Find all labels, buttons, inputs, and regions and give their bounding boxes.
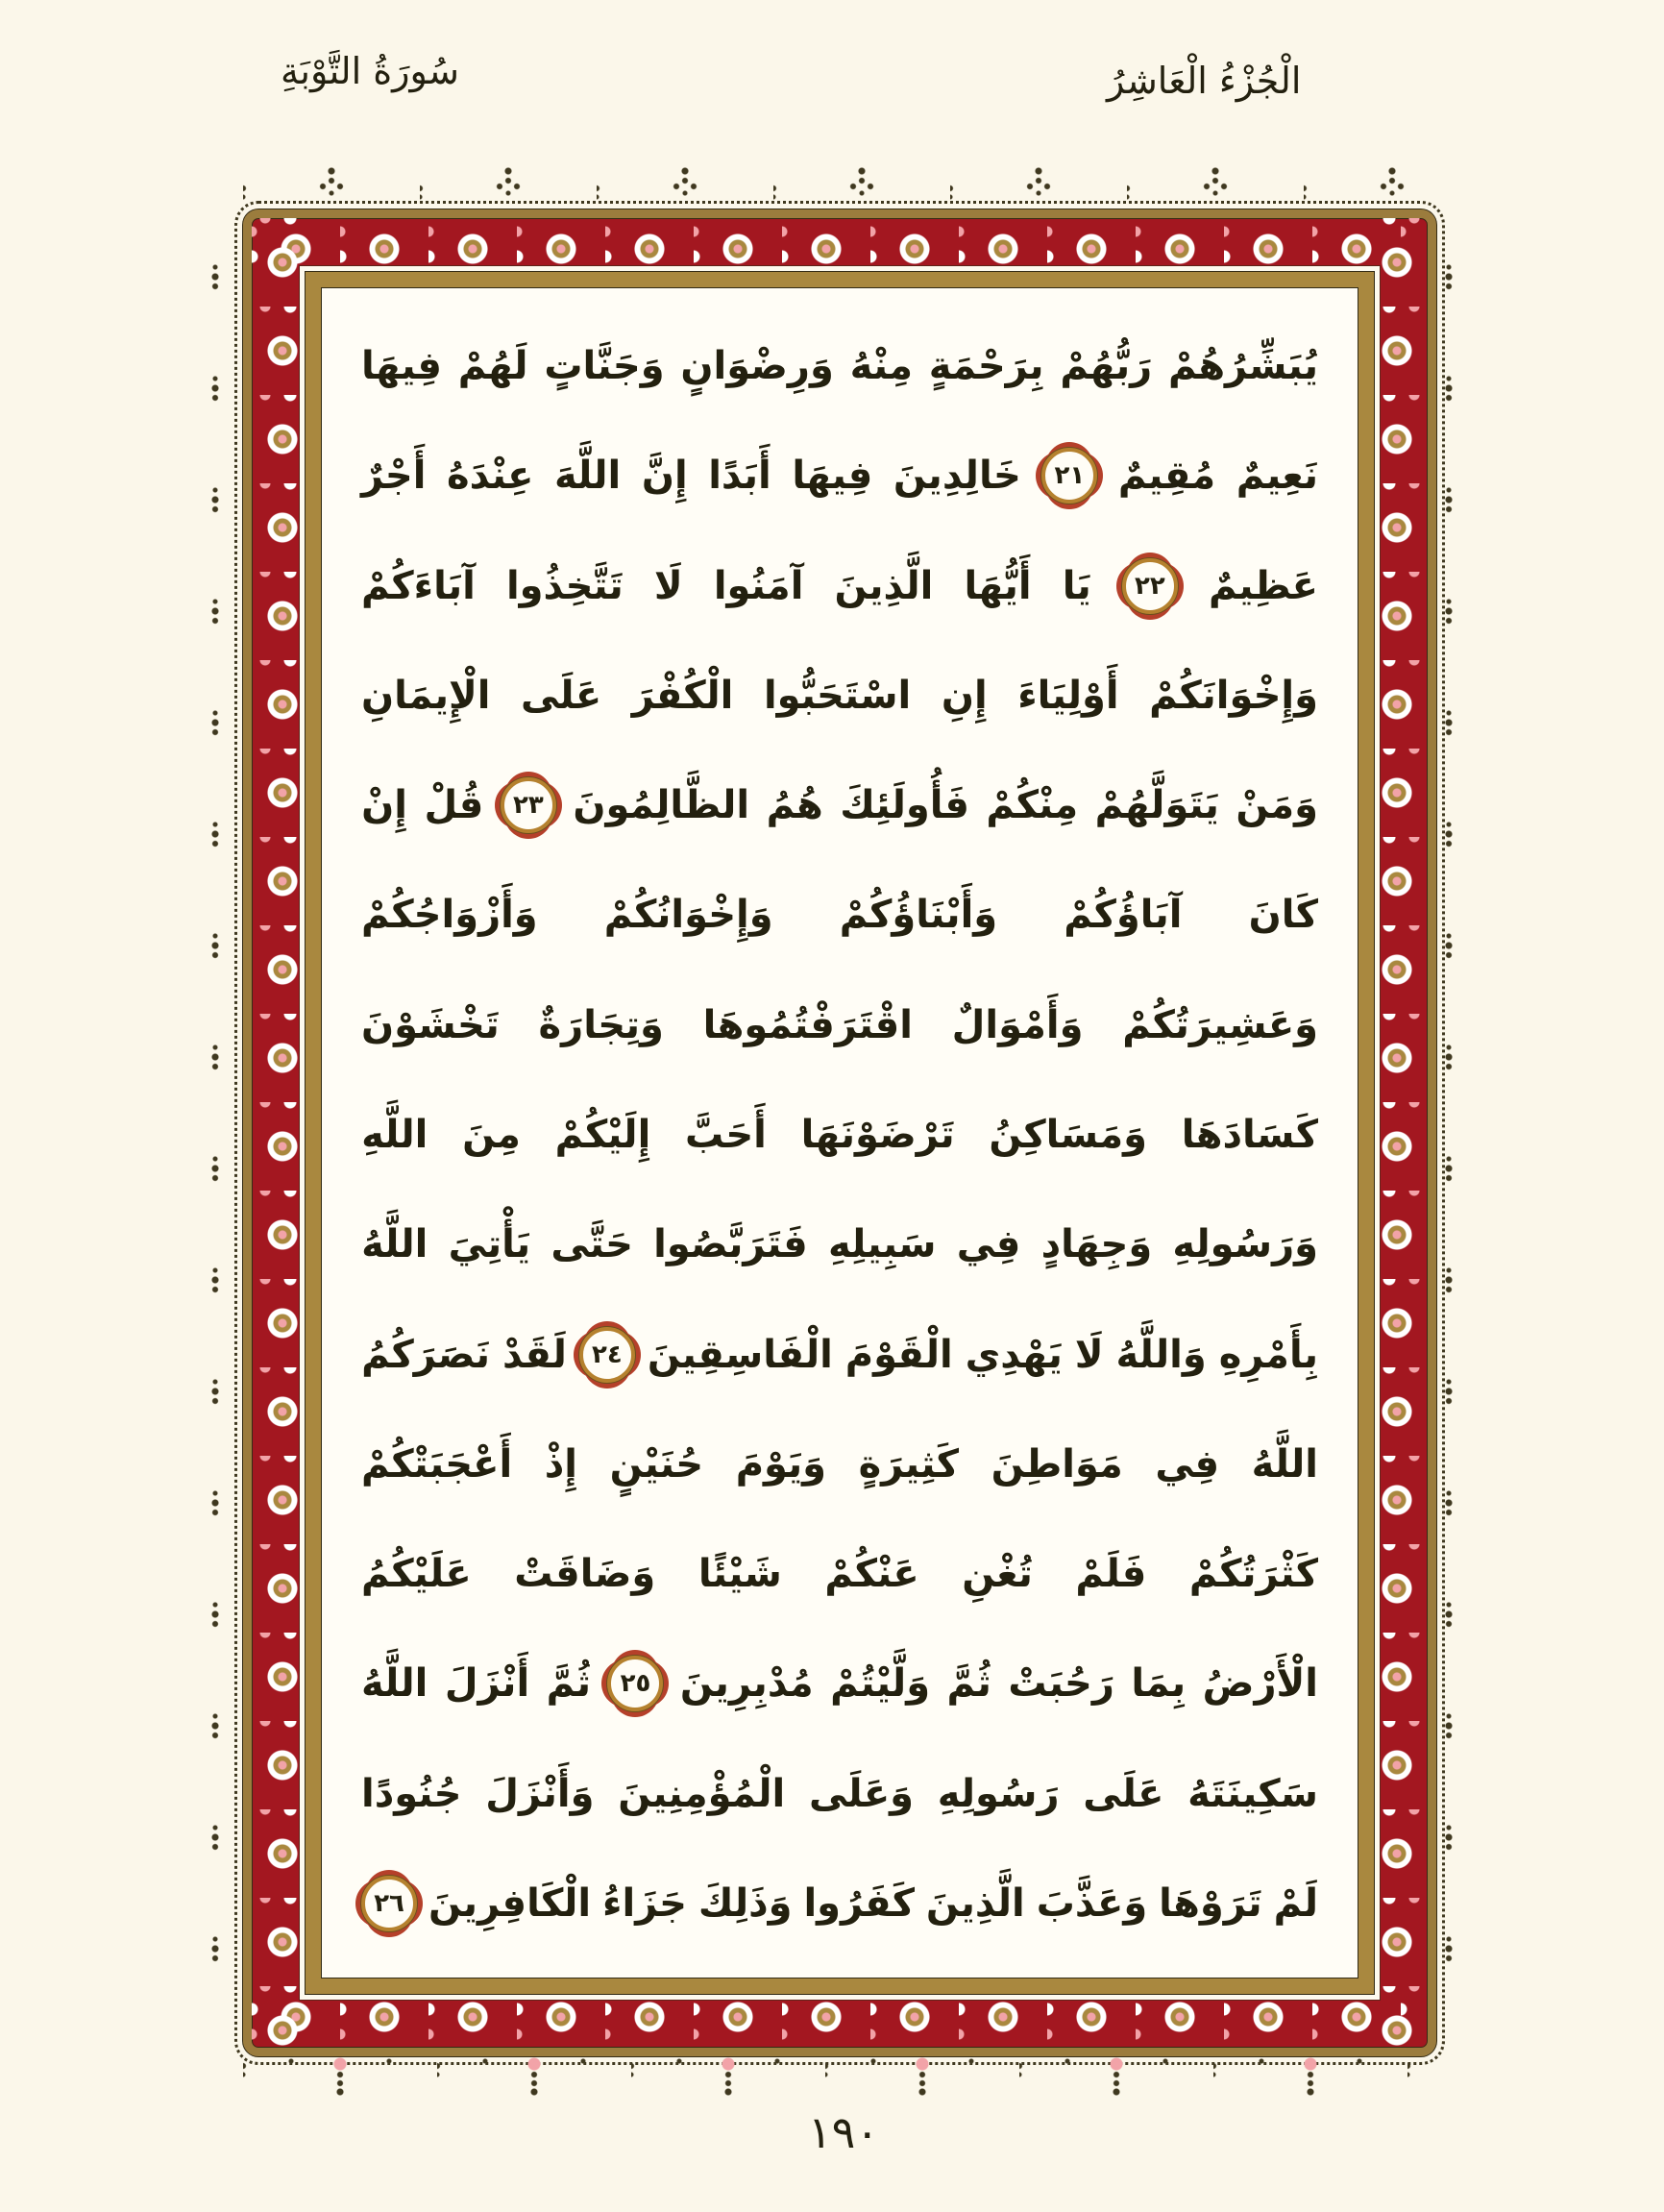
juz-title: الْجُزْءُ الْعَاشِرُ bbox=[1107, 60, 1302, 102]
quran-word: الْأَرْضُ bbox=[1202, 1661, 1318, 1707]
quran-word: الْمُؤْمِنِينَ bbox=[618, 1771, 786, 1816]
quran-word: آمَنُوا bbox=[713, 563, 804, 608]
quran-word: نَصَرَكُمُ bbox=[361, 1332, 491, 1377]
quran-word: وَمَسَاكِنُ bbox=[989, 1112, 1148, 1157]
quran-word: إِنِ bbox=[941, 673, 988, 718]
quran-word: ثُمَّ bbox=[546, 1661, 591, 1707]
verse-number: ٢١ bbox=[1054, 461, 1086, 491]
quran-word: الْكَافِرِينَ bbox=[428, 1880, 592, 1926]
quran-word: بِأَمْرِهِ bbox=[1218, 1332, 1318, 1377]
verse-end-marker bbox=[361, 1876, 417, 1931]
quran-word: وَعَشِيرَتُكُمْ bbox=[1122, 1002, 1318, 1047]
quran-word: وَيَوْمَ bbox=[735, 1441, 826, 1487]
quran-word: لَقَدْ bbox=[502, 1332, 567, 1377]
quran-word: فَأُولَئِكَ bbox=[840, 783, 969, 828]
quran-word: أَيُّهَا bbox=[964, 563, 1032, 608]
quran-word: جُنُودًا bbox=[361, 1771, 462, 1816]
verse-number: ٢٥ bbox=[620, 1669, 651, 1699]
verse-number: ٢٢ bbox=[1135, 571, 1165, 601]
quran-word: الْقَوْمَ bbox=[844, 1332, 953, 1377]
quran-word: كَفَرُوا bbox=[803, 1880, 915, 1926]
quran-word: مَوَاطِنَ bbox=[991, 1441, 1123, 1487]
verse-end-marker bbox=[1122, 558, 1178, 614]
quran-word: خَالِدِينَ bbox=[893, 454, 1021, 499]
right-sprig-ornaments bbox=[1441, 231, 1456, 2018]
quran-word: مُدْبِرِينَ bbox=[679, 1661, 814, 1707]
quran-word: مِنْهُ bbox=[849, 344, 913, 388]
quran-word: وَجَنَّاتٍ bbox=[544, 344, 665, 388]
page-number: ١٩٠ bbox=[807, 2106, 880, 2158]
quran-word: مُقِيمٌ bbox=[1117, 454, 1216, 499]
quran-word: تَرْضَوْنَهَا bbox=[800, 1112, 955, 1157]
quran-word: كَثْرَتُكُمْ bbox=[1188, 1552, 1318, 1597]
quran-word: فِي bbox=[956, 1222, 1021, 1267]
quran-word: يَا bbox=[1062, 563, 1091, 608]
quran-line bbox=[361, 1634, 1318, 1733]
quran-word: حَتَّى bbox=[551, 1222, 633, 1267]
quran-line bbox=[361, 1085, 1318, 1185]
quran-word: الظَّالِمُونَ bbox=[573, 783, 750, 828]
quran-text-area bbox=[321, 287, 1358, 1979]
quran-word: حُنَيْنٍ bbox=[609, 1441, 704, 1487]
quran-line bbox=[361, 1744, 1318, 1844]
quran-word: الَّذِينَ bbox=[834, 563, 934, 608]
quran-word: اللَّهُ bbox=[361, 1222, 428, 1267]
quran-word: الْإِيمَانِ bbox=[361, 673, 491, 718]
quran-word: وَإِخْوَانُكُمْ bbox=[603, 893, 773, 938]
inner-gold-frame bbox=[306, 272, 1374, 1994]
verse-end-marker bbox=[579, 1327, 635, 1383]
quran-word: يُبَشِّرُهُمْ bbox=[1167, 344, 1318, 388]
border-band-right bbox=[1374, 218, 1428, 2048]
quran-line bbox=[361, 1414, 1318, 1514]
quran-word: فِي bbox=[1155, 1441, 1220, 1487]
quran-word: تُغْنِ bbox=[962, 1552, 1033, 1597]
verse-number: ٢٤ bbox=[591, 1339, 623, 1369]
quran-word: وَرَسُولِهِ bbox=[1172, 1222, 1318, 1267]
quran-word: مِنَ bbox=[462, 1112, 521, 1157]
quran-word: وَجِهَادٍ bbox=[1040, 1222, 1153, 1267]
quran-word: أَعْجَبَتْكُمْ bbox=[361, 1441, 513, 1487]
quran-word: وَمَنْ bbox=[1236, 783, 1318, 828]
quran-word: عِنْدَهُ bbox=[447, 454, 534, 499]
quran-line bbox=[361, 536, 1318, 636]
quran-word: لَا bbox=[1074, 1332, 1104, 1377]
quran-word: اللَّهُ bbox=[1251, 1441, 1318, 1487]
left-sprig-ornaments bbox=[208, 231, 223, 2018]
quran-word: كَثِيرَةٍ bbox=[858, 1441, 959, 1487]
quran-word: وَذَلِكَ bbox=[697, 1880, 793, 1926]
quran-word: فِيهَا bbox=[792, 454, 873, 499]
quran-line bbox=[361, 1194, 1318, 1294]
quran-word: فِيهَا bbox=[361, 344, 442, 388]
quran-word: كَانَ bbox=[1248, 893, 1318, 938]
quran-word: وَتِجَارَةٌ bbox=[538, 1002, 664, 1047]
quran-word: اللَّهِ bbox=[361, 1112, 428, 1157]
bottom-drop-ornaments bbox=[243, 2056, 1436, 2106]
quran-line bbox=[361, 646, 1318, 746]
quran-word: اقْتَرَفْتُمُوهَا bbox=[702, 1002, 913, 1047]
quran-word: وَأَمْوَالٌ bbox=[951, 1002, 1084, 1047]
quran-word: وَأَزْوَاجُكُمْ bbox=[361, 893, 538, 938]
quran-word: ثُمَّ bbox=[946, 1661, 991, 1707]
quran-word: سَكِينَتَهُ bbox=[1187, 1771, 1318, 1816]
border-band-bottom bbox=[252, 1994, 1428, 2048]
quran-word: أَجْرٌ bbox=[361, 454, 427, 499]
quran-word: الْكُفْرَ bbox=[631, 673, 734, 718]
top-sprig-ornaments bbox=[243, 160, 1436, 209]
quran-line bbox=[361, 426, 1318, 526]
quran-word: كَسَادَهَا bbox=[1181, 1112, 1318, 1157]
quran-word: تَرَوْهَا bbox=[1159, 1880, 1262, 1926]
quran-word: رَحُبَتْ bbox=[1008, 1661, 1114, 1707]
quran-word: إِنَّ bbox=[641, 454, 688, 499]
quran-word: فَلَمْ bbox=[1075, 1552, 1147, 1597]
quran-word: وَعَذَّبَ bbox=[1036, 1880, 1148, 1926]
quran-word: وَأَنْزَلَ bbox=[485, 1771, 595, 1816]
quran-word: تَتَّخِذُوا bbox=[505, 563, 624, 608]
quran-word: تَخْشَوْنَ bbox=[361, 1002, 500, 1047]
quran-line bbox=[361, 975, 1318, 1075]
quran-word: آبَاءَكُمْ bbox=[361, 563, 476, 608]
border-band-top bbox=[252, 218, 1428, 272]
quran-word: وَاللَّهُ bbox=[1115, 1332, 1207, 1377]
quran-word: عَلَى bbox=[1083, 1771, 1164, 1816]
border-band-left bbox=[252, 218, 306, 2048]
quran-word: هُمُ bbox=[766, 783, 823, 828]
quran-word: وَعَلَى bbox=[809, 1771, 915, 1816]
quran-word: عَظِيمٌ bbox=[1209, 563, 1318, 608]
quran-word: وَلَّيْتُمْ bbox=[830, 1661, 931, 1707]
quran-word: آبَاؤُكُمْ bbox=[1064, 893, 1183, 938]
quran-word: عَنْكُمْ bbox=[824, 1552, 919, 1597]
quran-word: رَسُولِهِ bbox=[937, 1771, 1060, 1816]
quran-line bbox=[361, 316, 1318, 416]
quran-word: وَإِخْوَانَكُمْ bbox=[1149, 673, 1318, 718]
quran-word: اسْتَحَبُّوا bbox=[763, 673, 912, 718]
quran-word: سَبِيلِهِ bbox=[827, 1222, 937, 1267]
quran-word: عَلَيْكُمُ bbox=[361, 1552, 472, 1597]
quran-word: يَأْتِيَ bbox=[448, 1222, 531, 1267]
quran-word: أَحَبَّ bbox=[685, 1112, 767, 1157]
quran-word: يَتَوَلَّهُمْ bbox=[1094, 783, 1219, 828]
quran-word: جَزَاءُ bbox=[602, 1880, 687, 1926]
quran-word: رَبُّهُمْ bbox=[1060, 344, 1153, 388]
quran-word: لَهُمْ bbox=[457, 344, 528, 388]
quran-line bbox=[361, 1854, 1318, 1954]
quran-word: يَهْدِي bbox=[965, 1332, 1063, 1377]
quran-word: أَبَدًا bbox=[708, 454, 771, 499]
quran-word: إِلَيْكُمْ bbox=[554, 1112, 651, 1157]
quran-word: وَرِضْوَانٍ bbox=[680, 344, 834, 388]
quran-word: الَّذِينَ bbox=[925, 1880, 1025, 1926]
verse-end-marker bbox=[1041, 448, 1097, 504]
quran-word: الْفَاسِقِينَ bbox=[647, 1332, 833, 1377]
quran-word: أَوْلِيَاءَ bbox=[1017, 673, 1119, 718]
verse-end-marker bbox=[501, 777, 556, 833]
quran-word: اللَّهُ bbox=[361, 1661, 428, 1707]
quran-word: بِرَحْمَةٍ bbox=[928, 344, 1044, 388]
quran-word: لَمْ bbox=[1273, 1880, 1318, 1926]
verse-number: ٢٦ bbox=[374, 1888, 404, 1918]
quran-word: لَا bbox=[653, 563, 683, 608]
verse-number: ٢٣ bbox=[512, 791, 544, 821]
quran-word: فَتَرَبَّصُوا bbox=[653, 1222, 808, 1267]
quran-word: اللَّهَ bbox=[553, 454, 622, 499]
quran-word: مِنْكُمْ bbox=[986, 783, 1079, 828]
surah-title: سُورَةُ التَّوْبَةِ bbox=[281, 50, 459, 92]
quran-word: أَنْزَلَ bbox=[444, 1661, 530, 1707]
quran-word: عَلَى bbox=[521, 673, 602, 718]
quran-word: شَيْئًا bbox=[697, 1552, 782, 1597]
verse-end-marker bbox=[607, 1656, 663, 1711]
quran-line bbox=[361, 1524, 1318, 1624]
quran-word: إِنْ bbox=[361, 783, 407, 828]
quran-word: نَعِيمٌ bbox=[1236, 454, 1318, 499]
quran-word: وَأَبْنَاؤُكُمْ bbox=[839, 893, 998, 938]
quran-line bbox=[361, 1305, 1318, 1405]
quran-word: قُلْ bbox=[424, 783, 484, 828]
quran-line bbox=[361, 755, 1318, 855]
quran-word: بِمَا bbox=[1131, 1661, 1187, 1707]
ornamental-border-frame bbox=[243, 209, 1436, 2056]
quran-line bbox=[361, 865, 1318, 965]
quran-word: إِذْ bbox=[544, 1441, 578, 1487]
quran-word: وَضَاقَتْ bbox=[514, 1552, 656, 1597]
